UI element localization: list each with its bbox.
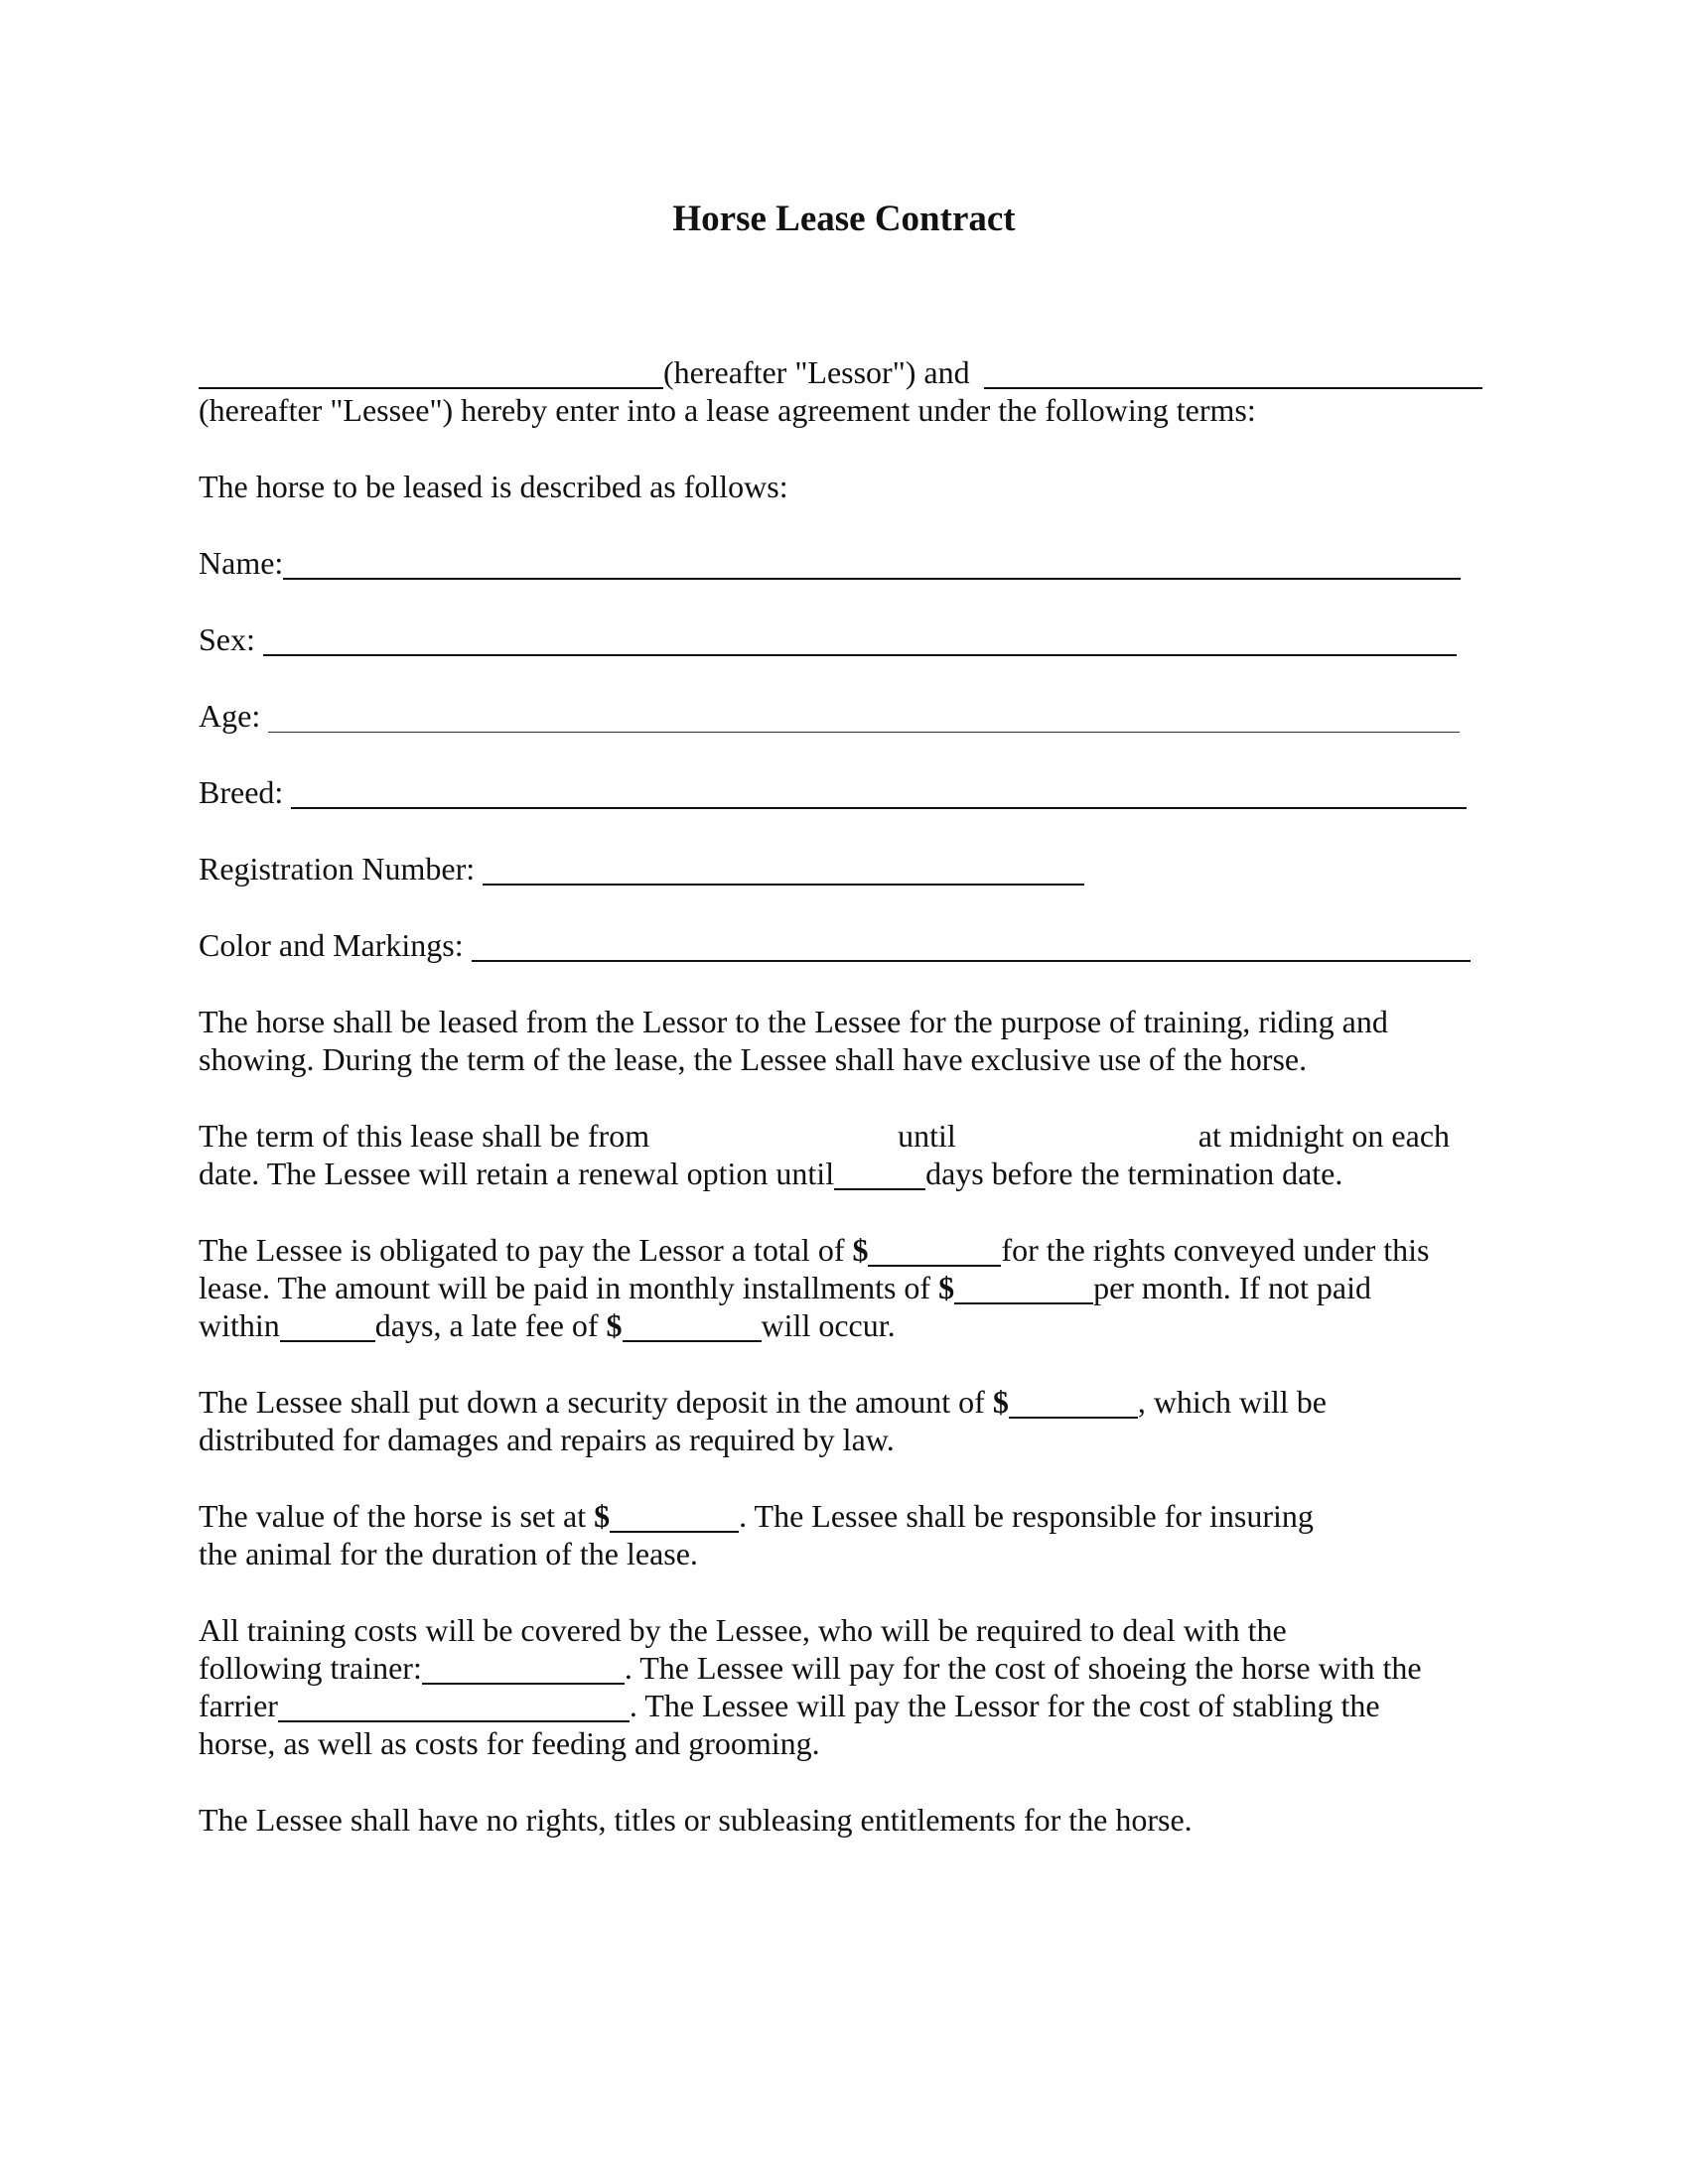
total-amount-blank[interactable] bbox=[868, 1235, 1001, 1267]
farrier-blank[interactable] bbox=[278, 1691, 630, 1722]
horse-age-blank[interactable] bbox=[268, 702, 1460, 733]
field-age bbox=[199, 697, 1489, 735]
trainer-blank[interactable] bbox=[422, 1653, 625, 1685]
field-sex-label: Sex: bbox=[199, 621, 255, 657]
late-days-blank[interactable] bbox=[280, 1310, 375, 1342]
lessor-name-blank[interactable] bbox=[199, 357, 663, 389]
field-registration bbox=[199, 850, 1489, 887]
lessee-line: (hereafter "Lessee") hereby enter into a lease agreement under the following terms: bbox=[199, 392, 1256, 428]
horse-breed-blank[interactable] bbox=[291, 777, 1467, 809]
lessee-name-blank[interactable] bbox=[984, 357, 1482, 389]
training-paragraph: All training costs will be covered by the Lessee, who will be required to deal with the following trainer: . The Lessee will pay for the cost of shoeing the horse with the farrier . The Lessee will pay the Lessor for the cost of stabling the horse, as well as costs for feeding and grooming. bbox=[199, 1612, 1422, 1761]
deposit-paragraph: The Lessee shall put down a security deposit in the amount of $ , which will be distributed for damages and repairs as required by law. bbox=[199, 1384, 1327, 1457]
dollar-sign: $ bbox=[852, 1232, 869, 1268]
horse-value-blank[interactable] bbox=[610, 1501, 739, 1533]
dollar-sign: $ bbox=[992, 1384, 1009, 1420]
field-age-label: Age: bbox=[199, 698, 261, 734]
horse-intro: The horse to be leased is described as follows: bbox=[199, 469, 788, 504]
field-breed bbox=[199, 773, 1489, 811]
color-markings-blank[interactable] bbox=[472, 930, 1471, 962]
registration-number-blank[interactable] bbox=[483, 854, 1084, 886]
field-name bbox=[199, 544, 1489, 582]
value-paragraph: The value of the horse is set at $ . The Lessee shall be responsible for insuring the animal for the duration of the lease. bbox=[199, 1498, 1314, 1571]
term-paragraph: The term of this lease shall be from until at midnight on each date. The Lessee will retain a renewal option until days before the termination date. bbox=[199, 1118, 1451, 1191]
dollar-sign: $ bbox=[938, 1270, 955, 1305]
contract-body bbox=[199, 353, 1489, 1877]
dollar-sign: $ bbox=[606, 1307, 623, 1343]
field-sex bbox=[199, 620, 1489, 658]
document-title: Horse Lease Contract bbox=[672, 199, 1016, 239]
dollar-sign: $ bbox=[594, 1498, 611, 1534]
horse-sex-blank[interactable] bbox=[263, 624, 1457, 656]
horse-name-blank[interactable] bbox=[283, 548, 1461, 580]
lessor-label: (hereafter "Lessor") and bbox=[663, 354, 970, 390]
field-color-label: Color and Markings: bbox=[199, 927, 464, 963]
field-registration-label: Registration Number: bbox=[199, 851, 476, 887]
payment-paragraph: The Lessee is obligated to pay the Lessor a total of $ for the rights conveyed under this lease. The amount will be paid in monthly installments of $ per month. If not paid within days, a late fee of $ will occur. bbox=[199, 1232, 1430, 1343]
parties-paragraph bbox=[199, 353, 1489, 429]
field-name-label: Name: bbox=[199, 545, 284, 581]
field-breed-label: Breed: bbox=[199, 774, 284, 810]
field-color bbox=[199, 926, 1489, 964]
late-fee-blank[interactable] bbox=[623, 1310, 762, 1342]
renewal-days-blank[interactable] bbox=[834, 1159, 925, 1190]
deposit-amount-blank[interactable] bbox=[1009, 1387, 1138, 1419]
monthly-amount-blank[interactable] bbox=[954, 1273, 1093, 1304]
purpose-paragraph: The horse shall be leased from the Lessor to the Lessee for the purpose of training, riding and showing. During the term of the lease, the Lessee shall have exclusive use of the horse. bbox=[199, 1004, 1388, 1077]
rights-paragraph: The Lessee shall have no rights, titles or subleasing entitlements for the horse. bbox=[199, 1802, 1193, 1838]
